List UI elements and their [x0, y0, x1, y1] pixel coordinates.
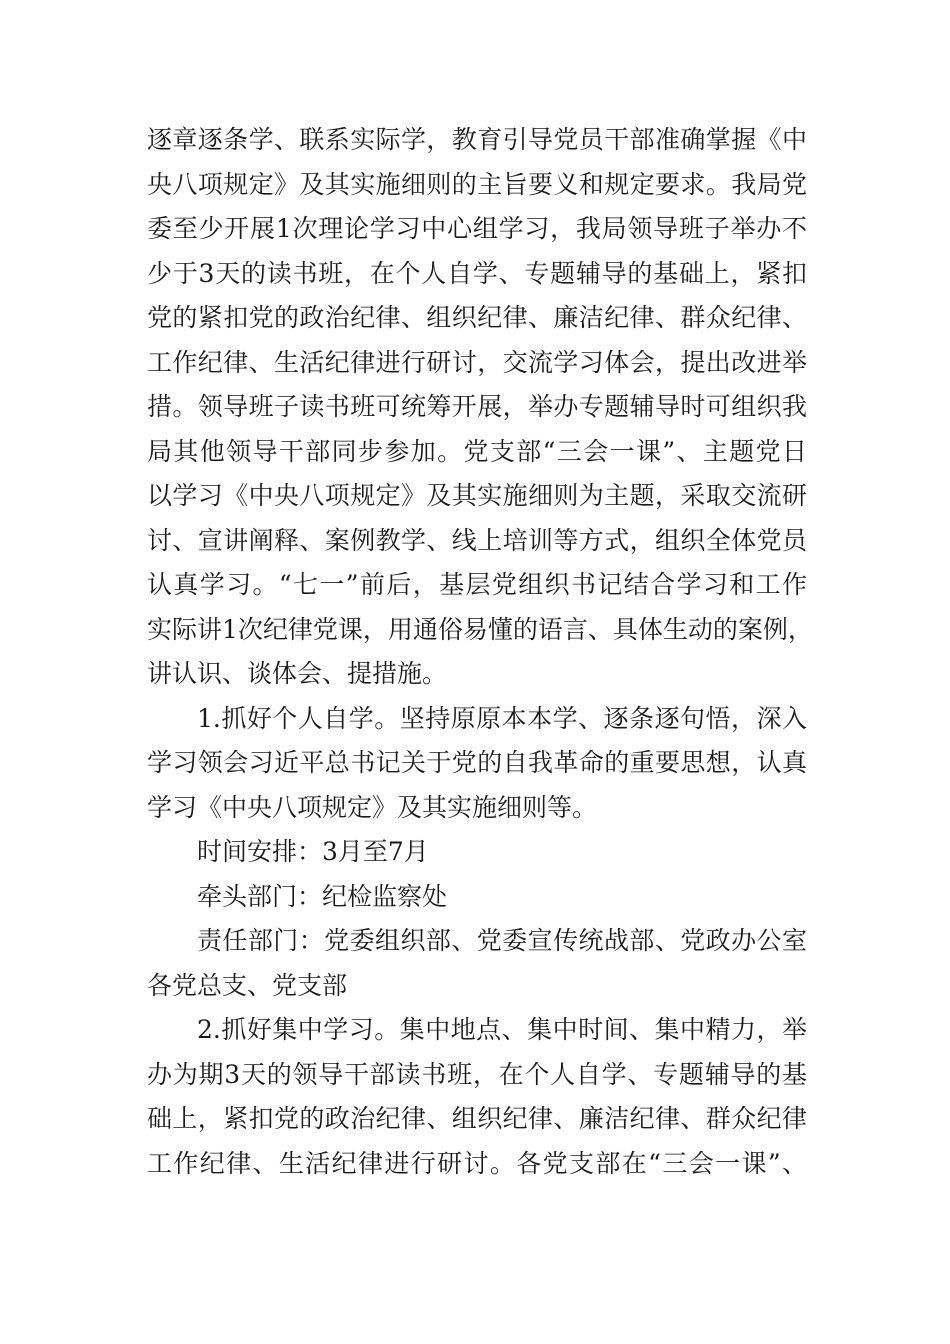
text-line: 认真学习。“七一”前后，基层党组织书记结合学习和工作	[147, 570, 807, 599]
text-line: 以学习《中央八项规定》及其实施细则为主题，采取交流研	[147, 481, 807, 510]
text-line: 委至少开展1次理论学习中心组学习，我局领导班子举办不	[147, 214, 807, 243]
text-line: 学习《中央八项规定》及其实施细则等。	[147, 792, 598, 822]
text-line: 措。领导班子读书班可统筹开展，举办专题辅导时可组织我	[147, 392, 807, 421]
text-line: 少于3天的读书班，在个人自学、专题辅导的基础上，紧扣	[147, 258, 807, 288]
text-line: 党的紧扣党的政治纪律、组织纪律、廉洁纪律、群众纪律、	[147, 303, 807, 332]
text-line: 各党总支、党支部	[147, 970, 348, 1000]
text-line: 1.抓好个人自学。坚持原原本本学、逐条逐句悟，深入	[197, 703, 807, 733]
text-line: 责任部门：党委组织部、党委宣传统战部、党政办公室	[197, 926, 807, 955]
text-line: 讲认识、谈体会、提措施。	[147, 659, 448, 688]
text-line: 局其他领导干部同步参加。党支部“三会一课”、主题党日	[147, 436, 807, 466]
text-line: 础上，紧扣党的政治纪律、组织纪律、廉洁纪律、群众纪律	[147, 1104, 807, 1133]
text-line: 讨、宣讲阐释、案例教学、线上培训等方式，组织全体党员	[147, 525, 807, 555]
text-line: 实际讲1次纪律党课，用通俗易懂的语言、具体生动的案例，	[147, 614, 813, 644]
text-line: 2.抓好集中学习。集中地点、集中时间、集中精力，举	[197, 1015, 807, 1044]
text-line: 逐章逐条学、联系实际学，教育引导党员干部准确掌握《中	[147, 125, 807, 154]
text-line: 时间安排：3月至7月	[197, 837, 429, 866]
text-line: 央八项规定》及其实施细则的主旨要义和规定要求。我局党	[147, 169, 807, 199]
text-line: 工作纪律、生活纪律进行研讨。各党支部在“三会一课”、	[147, 1148, 807, 1178]
document-body	[147, 118, 813, 1186]
text-line: 牵头部门：纪检监察处	[197, 881, 448, 911]
text-line: 学习领会习近平总书记关于党的自我革命的重要思想，认真	[147, 748, 807, 777]
text-line: 办为期3天的领导干部读书班，在个人自学、专题辅导的基	[147, 1059, 807, 1089]
text-line: 工作纪律、生活纪律进行研讨，交流学习体会，提出改进举	[147, 347, 807, 377]
